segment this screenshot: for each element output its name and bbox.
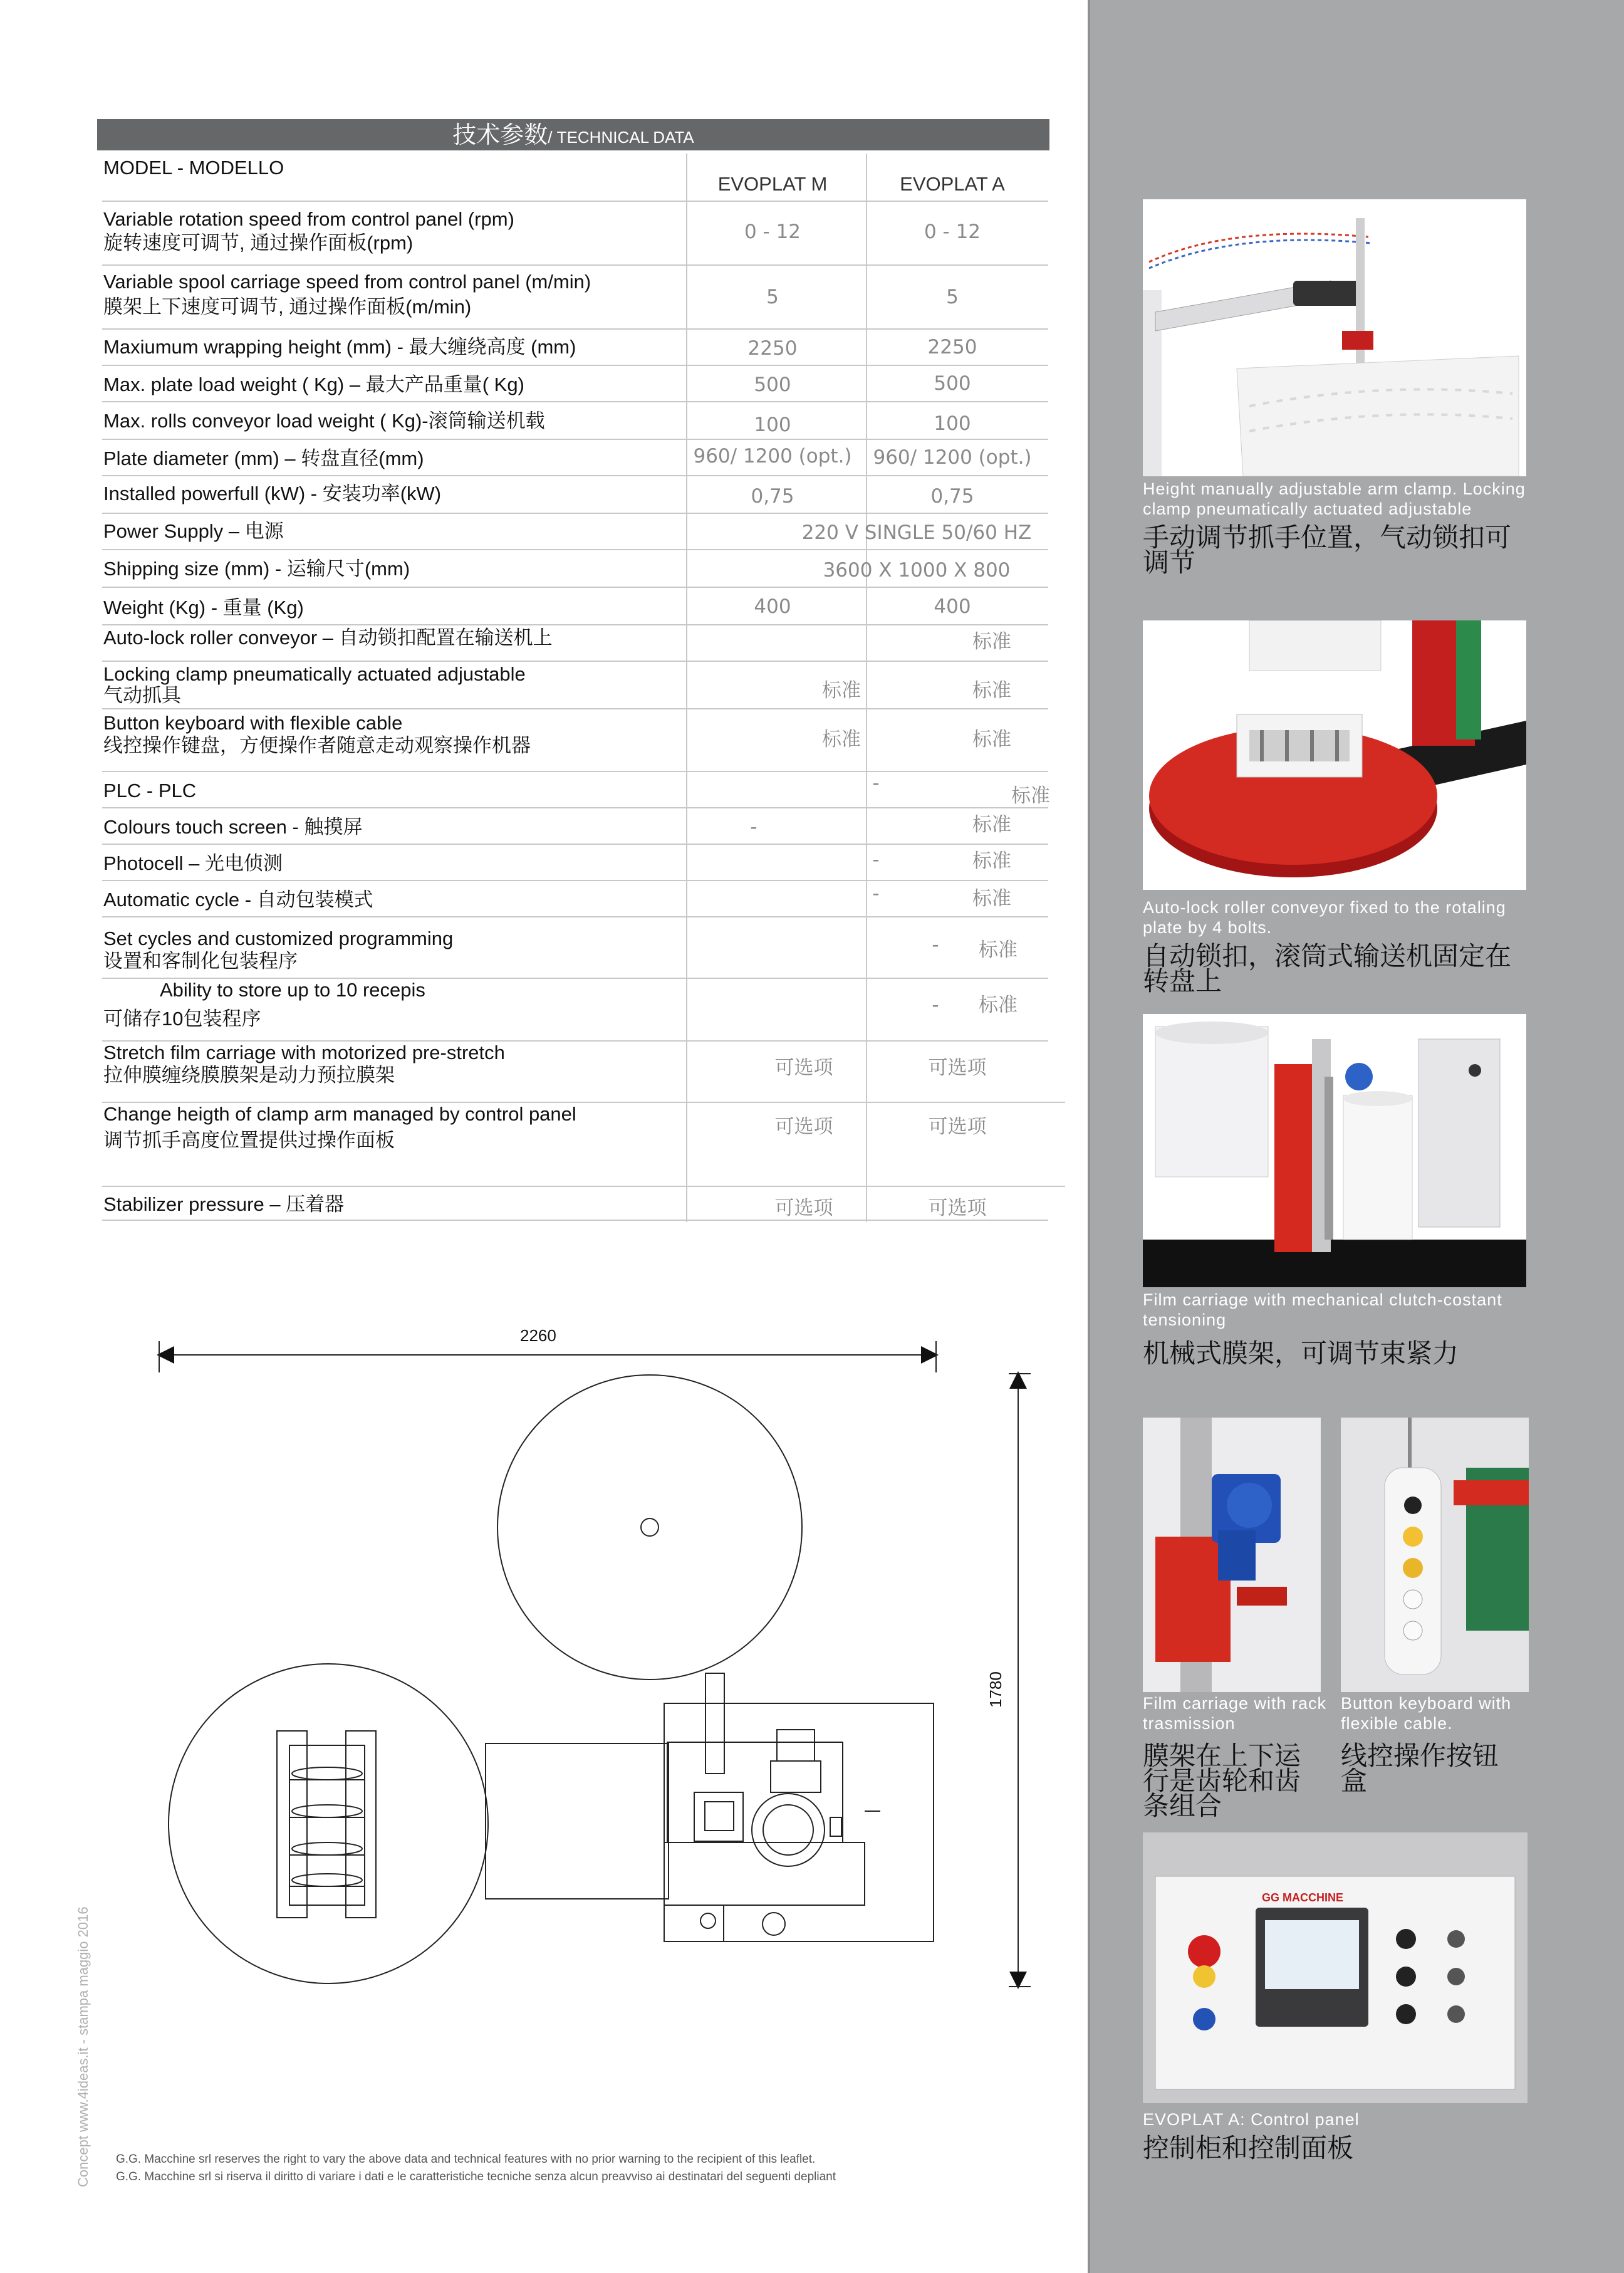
row-label-cn: 气动抓具 xyxy=(103,684,181,706)
value-m: 5 xyxy=(766,286,779,308)
value-a: 标准 xyxy=(979,939,1018,961)
row-label: Max. rolls conveyor load weight ( Kg)-滚筒输送机载 xyxy=(103,410,545,432)
row-label: Variable spool carriage speed from control panel (m/min) xyxy=(103,271,591,293)
table-row xyxy=(102,440,1048,476)
table-row xyxy=(102,330,1048,366)
value-a: 标准 xyxy=(1011,785,1050,807)
row-label: Colours touch screen - 触摸屏 xyxy=(103,816,363,838)
row-label: Locking clamp pneumatically actuated adjustable xyxy=(103,663,526,685)
value-m: - xyxy=(872,772,880,795)
row-label: Plate diameter (mm) – 转盘直径(mm) xyxy=(103,447,424,469)
table-row xyxy=(102,1187,1048,1221)
value-a: 可选项 xyxy=(928,1116,987,1138)
disclaimer-en: G.G. Macchine srl reserves the right to vary the above data and technical features with no prior warning to the recipient of this leaflet. xyxy=(116,2153,816,2166)
caption-keyboard-cn: 线控操作按钮盒 xyxy=(1341,1740,1499,1796)
table-row xyxy=(102,709,1048,772)
row-label-cn: 设置和客制化包装程序 xyxy=(103,950,298,972)
value-a: 400 xyxy=(934,595,971,618)
row-label: Stretch film carriage with motorized pre-stretch xyxy=(103,1042,505,1063)
table-row xyxy=(102,625,1048,662)
caption-film-carriage-cn: 机械式膜架，可调节束紧力 xyxy=(1143,1338,1459,1369)
table-header-row xyxy=(102,150,1048,202)
row-label: Photocell – 光电侦测 xyxy=(103,852,283,874)
value-a: 5 xyxy=(946,286,959,308)
value-m: 400 xyxy=(754,595,791,618)
image-sidebar xyxy=(1088,0,1624,2273)
height-dimension: 1780 xyxy=(986,1671,1005,1708)
row-label: Max. plate load weight ( Kg) – 最大产品重量( Kg) xyxy=(103,374,524,395)
column-evoplat-m: EVOPLAT M xyxy=(717,173,828,195)
table-title-en: / TECHNICAL DATA xyxy=(548,128,694,147)
column-evoplat-a: EVOPLAT A xyxy=(900,173,1005,195)
table-row xyxy=(102,1042,1065,1103)
caption-rack-en: Film carriage with rack trasmission xyxy=(1143,1694,1327,1733)
row-label: Button keyboard with flexible cable xyxy=(103,712,403,734)
photo-film-carriage xyxy=(1143,1014,1526,1287)
value-m: 可选项 xyxy=(774,1116,833,1138)
value-m: 2250 xyxy=(747,337,798,360)
photo-arm-clamp xyxy=(1143,199,1526,476)
caption-control-panel-cn: 控制柜和控制面板 xyxy=(1143,2133,1354,2163)
value-a: 标准 xyxy=(972,850,1011,872)
value-a: 0,75 xyxy=(930,485,974,508)
row-label: Weight (Kg) - 重量 (Kg) xyxy=(103,597,304,619)
value-m: 0 - 12 xyxy=(744,221,801,243)
table-row xyxy=(102,917,1048,979)
value-both: 3600 X 1000 X 800 xyxy=(823,559,1011,582)
photo-control-panel xyxy=(1143,1832,1528,2103)
value-m: 标准 xyxy=(822,728,861,751)
value-a: 可选项 xyxy=(928,1057,987,1079)
row-label-cn: 调节抓手高度位置提供过操作面板 xyxy=(103,1129,395,1151)
table-row xyxy=(102,808,1048,845)
control-panel-brand: GG MACCHINE xyxy=(1262,1891,1343,1904)
row-label-cn: 可储存10包装程序 xyxy=(103,1008,261,1030)
value-a: 可选项 xyxy=(928,1197,987,1220)
value-both: 220 V SINGLE 50/60 HZ xyxy=(801,521,1032,544)
table-row xyxy=(102,514,1048,550)
table-row xyxy=(102,662,1048,709)
value-dash: - xyxy=(750,816,757,839)
layout-drawing xyxy=(150,1322,1053,2018)
value-a: 0 - 12 xyxy=(924,221,981,243)
table-row xyxy=(102,476,1048,514)
value-a: 标准 xyxy=(972,728,1011,751)
value-m: 100 xyxy=(754,414,791,436)
caption-roller-conveyor-en: Auto-lock roller conveyor fixed to the rotaling plate by 4 bolts. xyxy=(1143,898,1506,937)
value-a: 960/ 1200 (opt.) xyxy=(873,446,1032,469)
row-label: Auto-lock roller conveyor – 自动锁扣配置在输送机上 xyxy=(103,627,553,649)
value-m: - xyxy=(872,849,880,871)
row-label: Automatic cycle - 自动包装模式 xyxy=(103,889,373,911)
row-label: Variable rotation speed from control panel (rpm) xyxy=(103,208,514,230)
row-label: Set cycles and customized programming xyxy=(103,927,454,949)
photo-roller-conveyor xyxy=(1143,620,1526,890)
caption-rack-cn: 膜架在上下运行是齿轮和齿条组合 xyxy=(1143,1740,1301,1821)
value-m: 960/ 1200 (opt.) xyxy=(693,445,852,468)
disclaimer-it: G.G. Macchine srl si riserva il diritto di variare i dati e le caratteristiche tecniche senza alcun preavviso ai destinatari del seguenti depliant xyxy=(116,2170,836,2183)
value-a: 标准 xyxy=(979,994,1018,1016)
table-title-cn: 技术参数 xyxy=(452,121,548,149)
caption-arm-clamp-cn: 手动调节抓手位置，气动锁扣可调节 xyxy=(1143,522,1512,578)
table-row xyxy=(102,202,1048,266)
row-label: Shipping size (mm) - 运输尺寸(mm) xyxy=(103,558,410,580)
width-dimension: 2260 xyxy=(520,1326,556,1345)
value-m: 标准 xyxy=(822,679,861,702)
model-label: MODEL - MODELLO xyxy=(103,157,284,179)
value-a: 标准 xyxy=(972,679,1011,702)
table-row xyxy=(102,979,1048,1042)
table-row xyxy=(102,266,1048,330)
table-title-bar xyxy=(97,119,1049,150)
value-a: 标准 xyxy=(972,630,1011,653)
table-row xyxy=(102,366,1048,402)
caption-control-panel-en: EVOPLAT A: Control panel xyxy=(1143,2110,1360,2129)
row-label: Ability to store up to 10 recepis xyxy=(160,979,425,1001)
row-label-cn: 旋转速度可调节, 通过操作面板(rpm) xyxy=(103,232,414,254)
caption-arm-clamp-en: Height manually adjustable arm clamp. Locking clamp pneumatically actuated adjustable xyxy=(1143,479,1526,518)
row-label: Power Supply – 电源 xyxy=(103,520,284,542)
row-label-cn: 膜架上下速度可调节, 通过操作面板(m/min) xyxy=(103,296,472,318)
print-credit: Concept www.4ideas.it - stampa maggio 2016 xyxy=(75,1906,91,2187)
value-a: 标准 xyxy=(972,887,1011,910)
caption-film-carriage-en: Film carriage with mechanical clutch-costant tensioning xyxy=(1143,1290,1502,1329)
row-label: Stabilizer pressure – 压着器 xyxy=(103,1193,345,1215)
value-m: - xyxy=(872,882,880,905)
row-label: Installed powerfull (kW) - 安装功率(kW) xyxy=(103,483,442,504)
value-a: 2250 xyxy=(927,336,977,358)
row-label-cn: 线控操作键盘，方便操作者随意走动观察操作机器 xyxy=(103,734,531,756)
table-row xyxy=(102,881,1048,917)
photo-rack-transmission xyxy=(1143,1418,1321,1692)
table-row xyxy=(102,1103,1065,1187)
value-m: - xyxy=(932,994,939,1016)
value-m: 可选项 xyxy=(774,1197,833,1220)
value-m: 500 xyxy=(754,374,791,396)
caption-keyboard-en: Button keyboard with flexible cable. xyxy=(1341,1694,1512,1733)
row-label: Maxiumum wrapping height (mm) - 最大缠绕高度 (mm) xyxy=(103,336,576,358)
photo-button-keyboard xyxy=(1341,1418,1529,1692)
row-label-cn: 拉伸膜缠绕膜膜架是动力预拉膜架 xyxy=(103,1064,395,1086)
value-m: 0,75 xyxy=(751,485,794,508)
value-m: - xyxy=(932,934,939,956)
table-row xyxy=(102,845,1048,881)
table-row xyxy=(102,550,1048,588)
row-label: PLC - PLC xyxy=(103,780,197,802)
row-label: Change heigth of clamp arm managed by control panel xyxy=(103,1103,576,1125)
value-a: 100 xyxy=(934,412,971,435)
table-row xyxy=(102,772,1048,808)
table-row xyxy=(102,588,1048,625)
caption-roller-conveyor-cn: 自动锁扣，滚筒式输送机固定在转盘上 xyxy=(1143,941,1512,996)
value-m: 可选项 xyxy=(774,1057,833,1079)
value-a: 500 xyxy=(934,372,971,395)
value-a: 标准 xyxy=(972,813,1011,836)
table-row xyxy=(102,402,1048,440)
